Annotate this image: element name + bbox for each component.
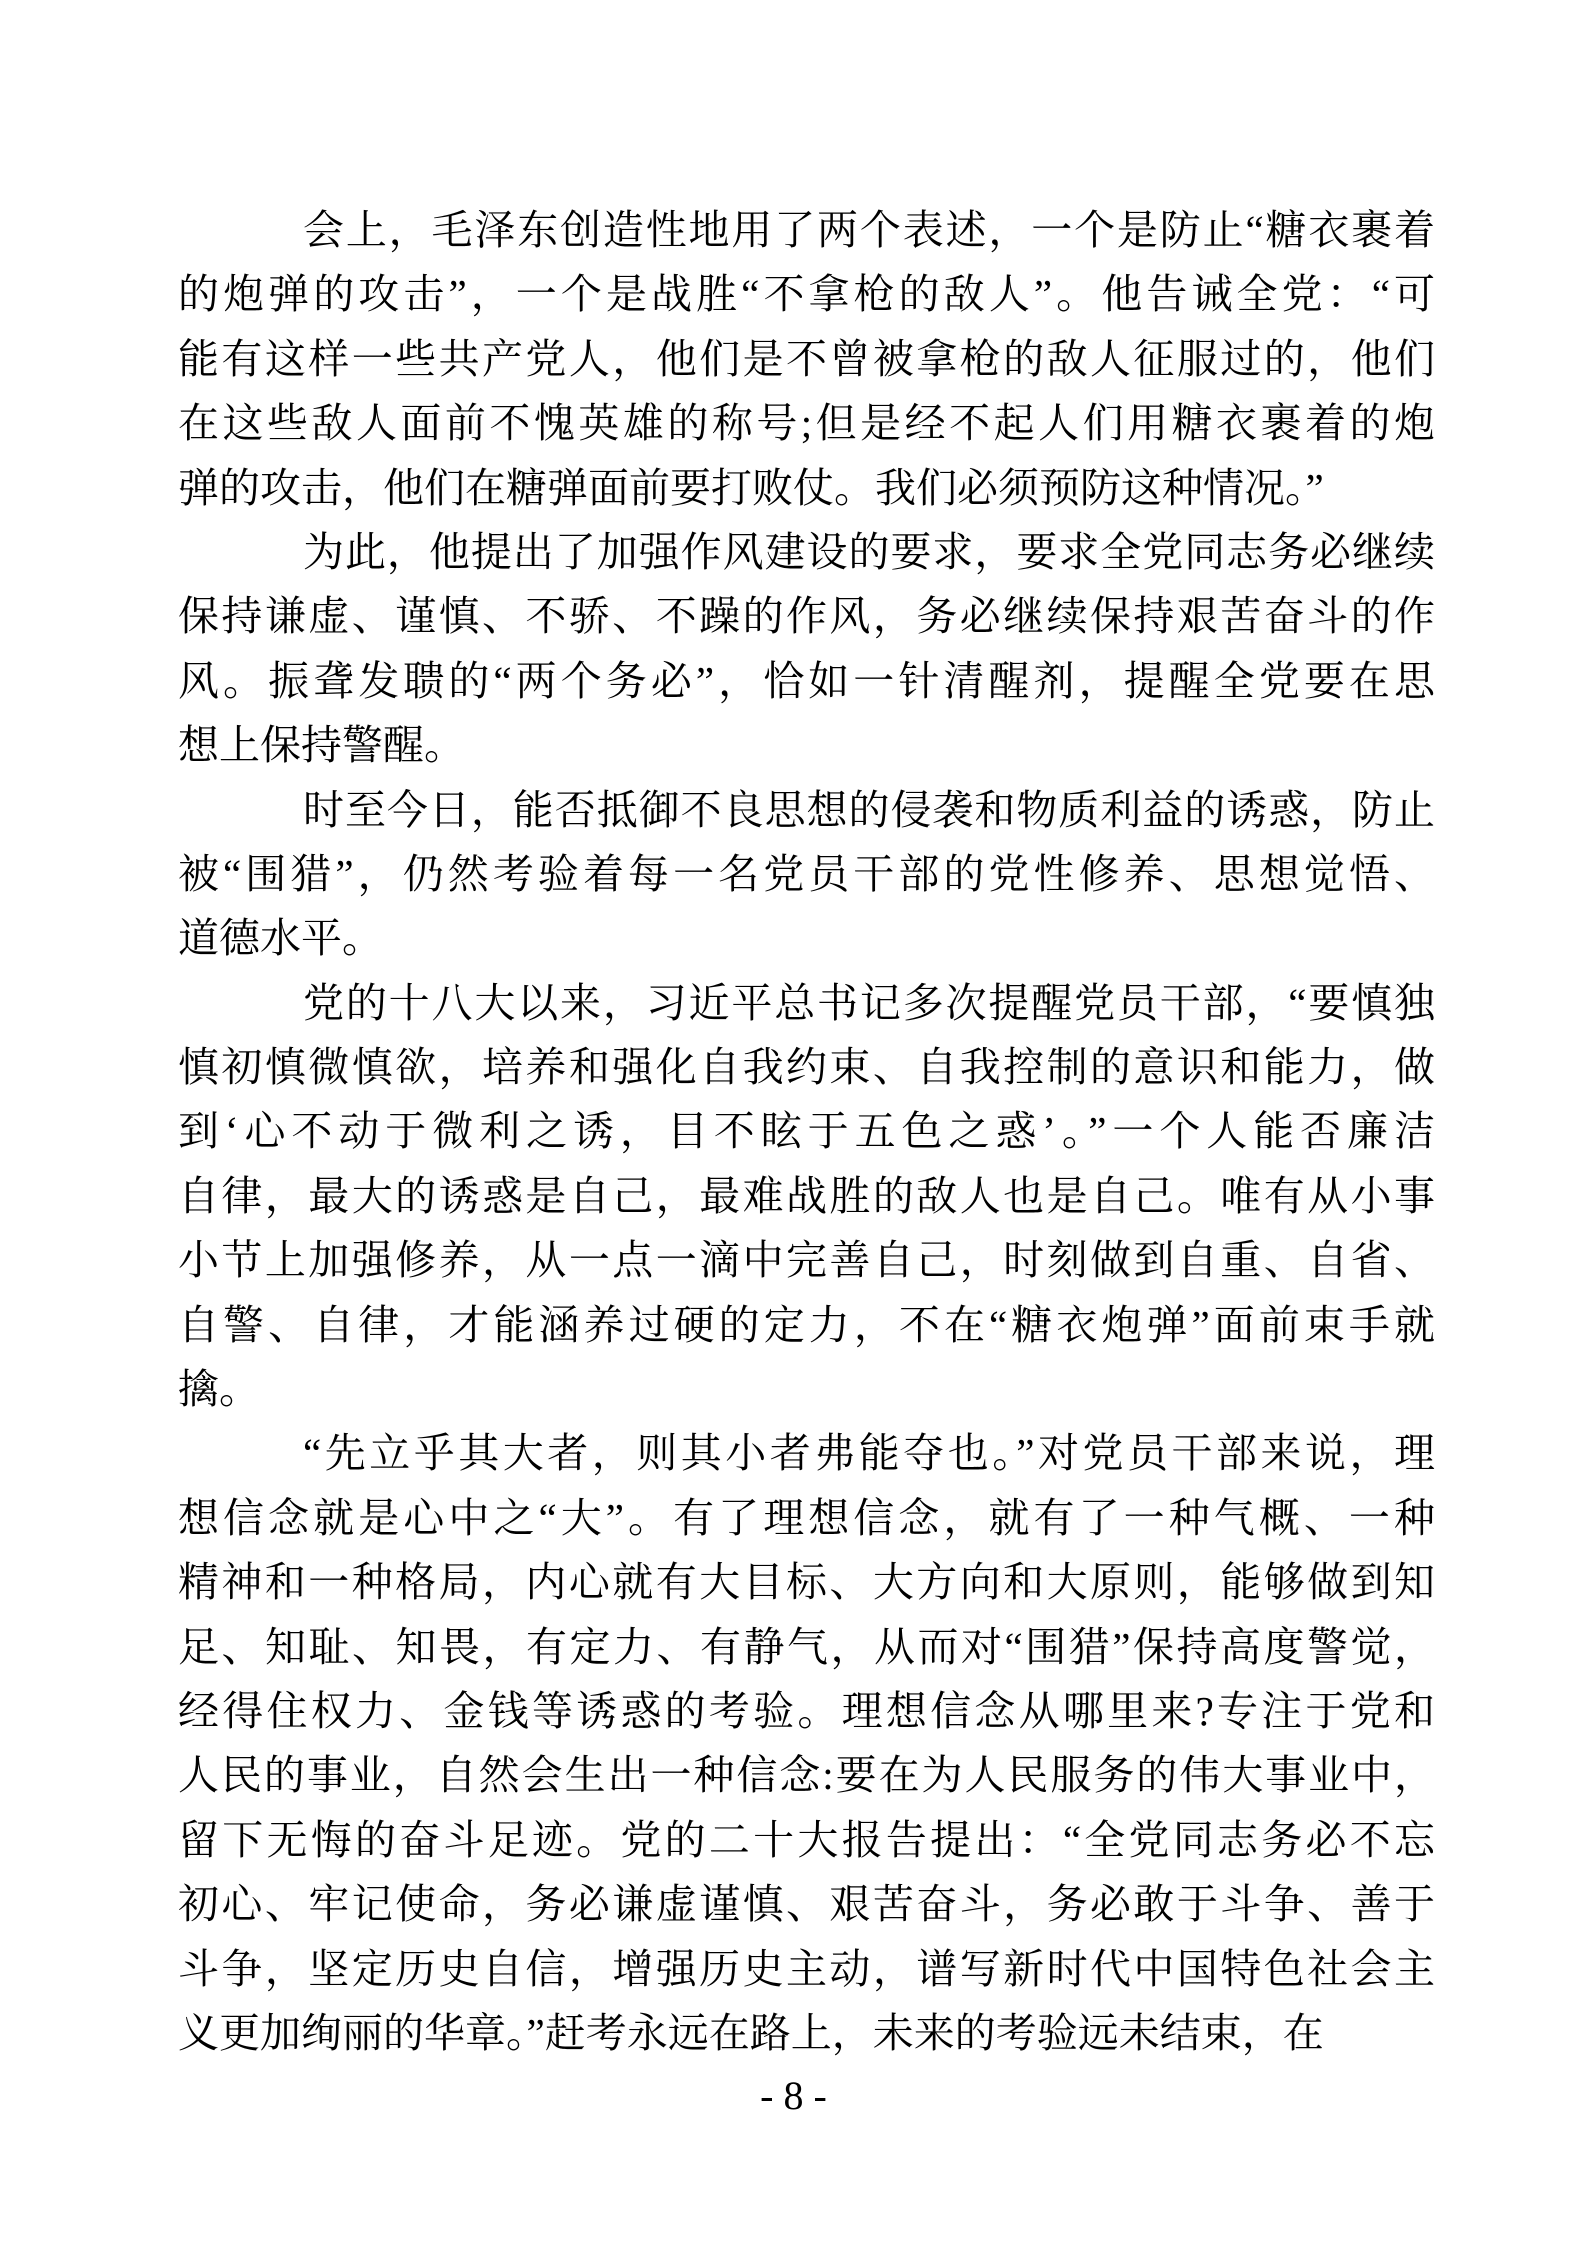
text-line: 弹的攻击，他们在糖弹面前要打败仗。我们必须预防这种情况。” <box>178 464 1324 511</box>
text-line: 党的十八大以来，习近平总书记多次提醒党员干部，“要慎独 <box>303 979 1435 1026</box>
text-line: 人民的事业，自然会生出一种信念:要在为人民服务的伟大事业中， <box>178 1752 1435 1799</box>
paragraph <box>178 971 1435 1422</box>
text-line: 义更加绚丽的华章。”赶考永远在路上，未来的考验远未结束，在 <box>178 2009 1324 2056</box>
text-line: 斗争，坚定历史自信，增强历史主动，谱写新时代中国特色社会主 <box>178 1945 1435 1992</box>
text-line: 初心、牢记使命，务必谦虚谨慎、艰苦奋斗，务必敢于斗争、善于 <box>178 1881 1435 1928</box>
text-line: 慎初慎微慎欲，培养和强化自我约束、自我控制的意识和能力，做 <box>178 1044 1435 1091</box>
text-line: 自警、自律，才能涵养过硬的定力，不在“糖衣炮弹”面前束手就 <box>178 1301 1435 1348</box>
text-line: 时至今日，能否抵御不良思想的侵袭和物质利益的诱惑，防止 <box>303 786 1435 833</box>
page-number: - 8 - <box>760 2073 827 2118</box>
document-body <box>178 198 1435 2065</box>
text-line: 保持谦虚、谨慎、不骄、不躁的作风，务必继续保持艰苦奋斗的作 <box>178 593 1435 640</box>
text-line: 想信念就是心中之“大”。有了理想信念，就有了一种气概、一种 <box>178 1494 1435 1541</box>
text-line: 擒。 <box>178 1366 260 1413</box>
text-line: 被“围猎”，仍然考验着每一名党员干部的党性修养、思想觉悟、 <box>178 850 1435 897</box>
paragraph <box>178 1421 1435 2065</box>
paragraph <box>178 778 1435 971</box>
text-line: “先立乎其大者，则其小者弗能夺也。”对党员干部来说，理 <box>303 1430 1435 1477</box>
text-line: 能有这样一些共产党人，他们是不曾被拿枪的敌人征服过的，他们 <box>178 335 1435 382</box>
text-line: 小节上加强修养，从一点一滴中完善自己，时刻做到自重、自省、 <box>178 1237 1435 1284</box>
text-line: 道德水平。 <box>178 915 383 962</box>
text-line: 的炮弹的攻击”，一个是战胜“不拿枪的敌人”。他告诫全党：“可 <box>178 271 1435 318</box>
text-line: 精神和一种格局，内心就有大目标、大方向和大原则，能够做到知 <box>178 1559 1435 1606</box>
text-line: 自律，最大的诱惑是自己，最难战胜的敌人也是自己。唯有从小事 <box>178 1172 1435 1219</box>
text-line: 想上保持警醒。 <box>178 722 465 769</box>
text-line: 经得住权力、金钱等诱惑的考验。理想信念从哪里来?专注于党和 <box>178 1687 1435 1734</box>
text-line: 在这些敌人面前不愧英雄的称号;但是经不起人们用糖衣裹着的炮 <box>178 400 1435 447</box>
text-line: 到‘心不动于微利之诱，目不眩于五色之惑’。”一个人能否廉洁 <box>178 1108 1435 1155</box>
paragraph <box>178 198 1435 520</box>
text-line: 留下无悔的奋斗足迹。党的二十大报告提出：“全党同志务必不忘 <box>178 1816 1435 1863</box>
text-line: 风。振聋发聩的“两个务必”，恰如一针清醒剂，提醒全党要在思 <box>178 657 1435 704</box>
text-line: 足、知耻、知畏，有定力、有静气，从而对“围猎”保持高度警觉， <box>178 1623 1435 1670</box>
text-line: 为此，他提出了加强作风建设的要求，要求全党同志务必继续 <box>303 528 1435 575</box>
paragraph <box>178 520 1435 778</box>
text-line: 会上，毛泽东创造性地用了两个表述，一个是防止“糖衣裹着 <box>303 207 1435 253</box>
